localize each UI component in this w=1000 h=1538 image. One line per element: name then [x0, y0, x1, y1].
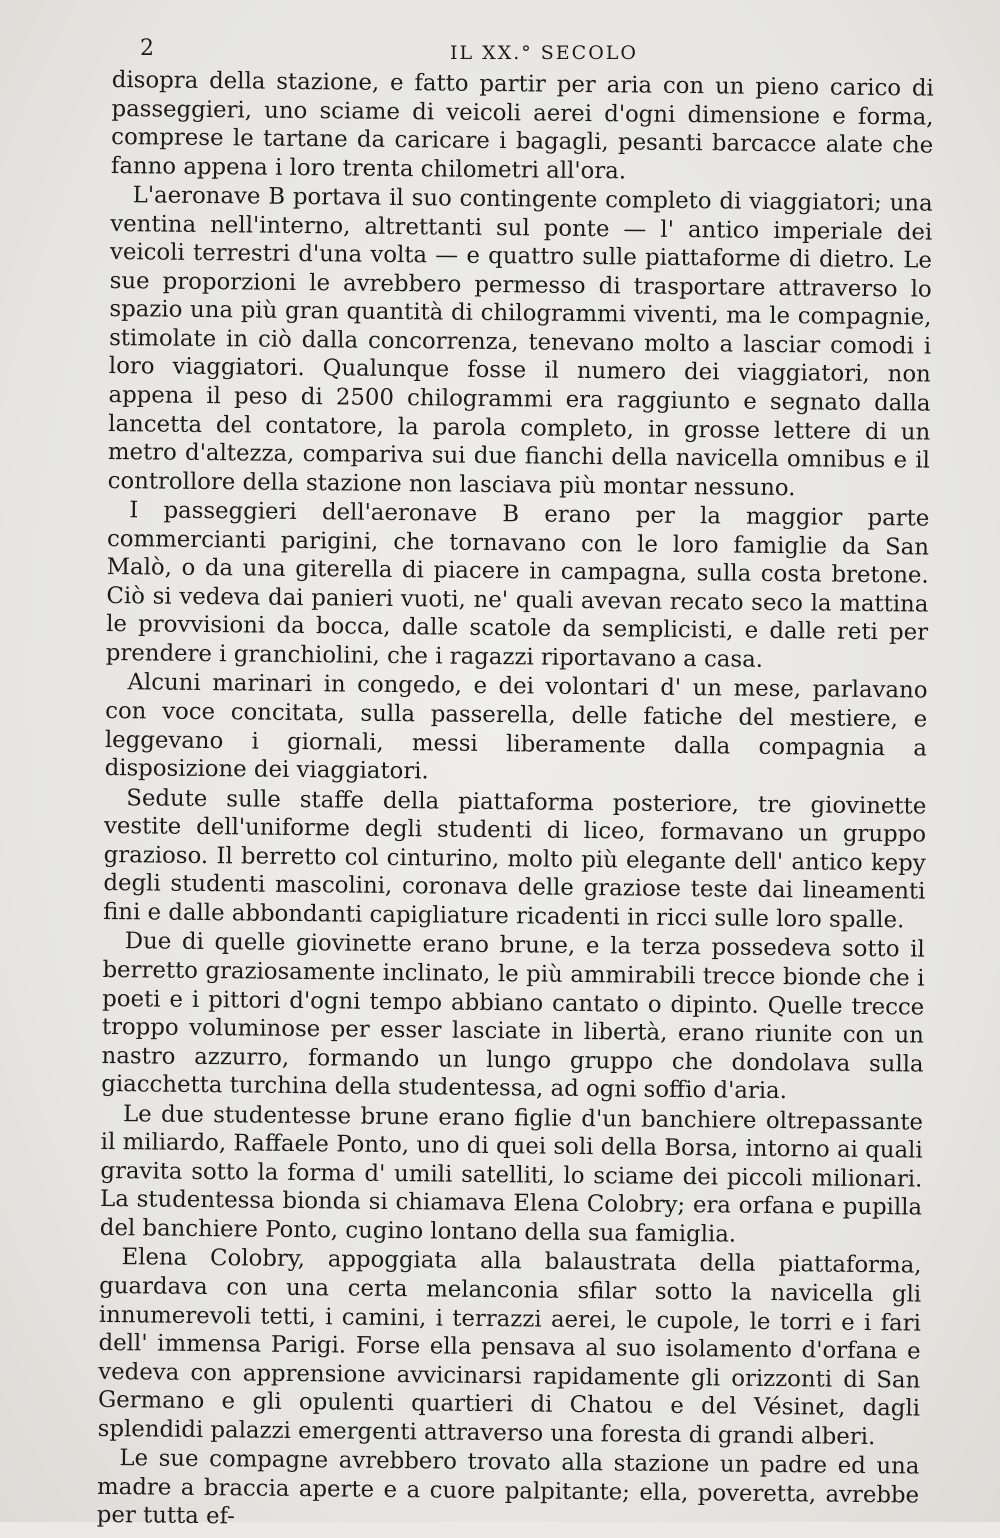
page-header — [0, 36, 1000, 70]
paragraph: I passeggieri dell'aeronave B erano per la maggior parte commercianti parigini, che tornavano con le loro famiglie da San Malò, o da una giterella di piacere in campagna, sulla costa bretone. Ciò si vedeva dai panieri vuoti, ne' quali avevan recato seco la mattina le provvisioni da bocca, dalle scatole da semplicisti, e dalle reti per prendere i granchiolini, che i ragazzi riportavano a casa. — [105, 497, 930, 673]
body-text — [97, 66, 934, 1538]
paragraph: Elena Colobry, appoggiata alla balaustrata della piattaforma, guardava con una certa melanconia sfilar sotto la navicella gli innumerevoli tetti, i camini, i terrazzi aerei, le cupole, le torri e i fari dell' immensa Parigi. Forse ella pensava al suo isolamento d'orfana e vedeva con apprensione avvicinarsi rapidamente gli orizzonti di San Germano e gli opulenti quartieri di Chatou e del Vésinet, dagli splendidi palazzi emergenti attraverso una foresta di grandi alberi. — [97, 1244, 922, 1450]
paragraph: Alcuni marinari in congedo, e dei volontari d' un mese, parlavano con voce concitata, sulla passerella, delle fatiche del mestiere, e leggevano i giornali, messi liberamente dalla compagnia a disposizione dei viaggiatori. — [104, 669, 928, 785]
running-title: IL XX.° SECOLO — [450, 42, 638, 64]
paragraph: Le due studentesse brune erano figlie d'un banchiere oltrepassante il miliardo, Raffaele Ponto, uno di quei soli della Borsa, intorno ai quali gravita sotto la forma d' umili satelliti, lo sciame dei piccoli milionari. La studentessa bionda si chiamava Elena Colobry; era orfana e pupilla del banchiere Ponto, cugino lontano della sua famiglia. — [99, 1100, 924, 1248]
paragraph: L'aeronave B portava il suo contingente completo di viaggiatori; una ventina nell'interno, altrettanti sul ponte — l' antico imperiale dei veicoli terrestri d'una volta — e quattro sulle piattaforme di dietro. Le sue proporzioni le avrebbero permesso di trasportare attraverso lo spazio una più gran quantità di chilogrammi viventi, ma le compagnie, stimolate in ciò dalla concorrenza, tenevano molto a lasciar comodi i loro viaggiatori. Qualunque fosse il numero dei viaggiatori, non appena il peso di 2500 chilogrammi era raggiunto e segnato dalla lancetta del contatore, la parola completo, in grosse lettere di un metro d'altezza, compariva sui due fianchi della navicella omnibus e il controllore della stazione non lasciava più montar nessuno. — [107, 182, 933, 501]
paragraph: disopra della stazione, e fatto partir per aria con un pieno carico di passeggieri, uno sciame di veicoli aerei d'ogni dimensione e forma, comprese le tartane da caricare i bagagli, pesanti barcacce alate che fanno appena i loro trenta chilometri all'ora. — [110, 66, 934, 185]
page-number: 2 — [140, 36, 155, 61]
paragraph: Due di quelle giovinette erano brune, e la terza possedeva sotto il berretto graziosamente inclinato, le più ammirabili trecce bionde che i poeti e i pittori d'ogni tempo abbiano cantato o dipinto. Quelle trecce troppo voluminose per esser lasciate in libertà, erano riunite con un nastro azzurro, formando un lungo gruppo che dondolava sulla giacchetta turchina della studentessa, ad ogni soffio d'aria. — [101, 928, 925, 1105]
paragraph: Sedute sulle staffe della piattaforma posteriore, tre giovinette vestite dell'uniforme degli studenti di liceo, formavano un gruppo grazioso. Il berretto col cinturino, molto più elegante dell' antico kepy degli studenti mascolini, coronava delle graziose teste dai lineamenti fini e dalle abbondanti capigliature ricadenti in ricci sulle loro spalle. — [103, 784, 927, 934]
paragraph: Le sue compagne avrebbero trovato alla stazione un padre ed una madre a braccia aperte e a cuore palpitante; ella, poveretta, avrebbe per tutta ef- — [96, 1445, 920, 1530]
